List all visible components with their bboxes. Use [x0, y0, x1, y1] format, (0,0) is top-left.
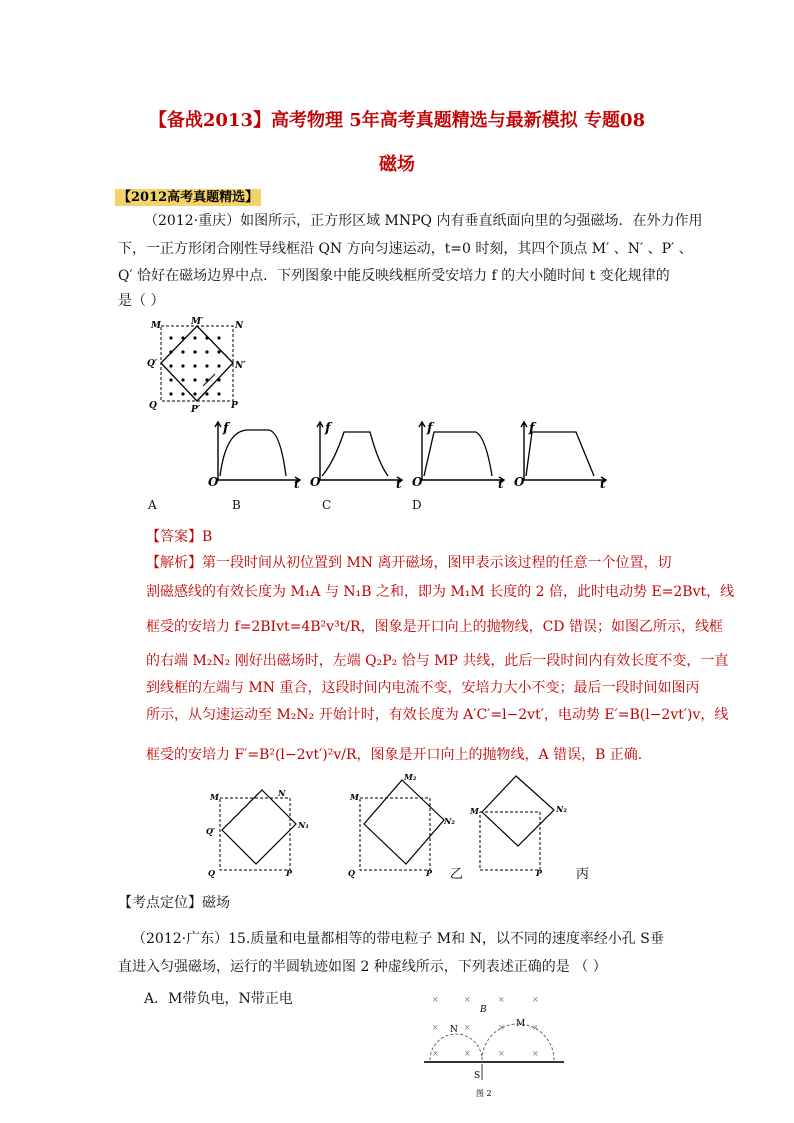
figure-bing	[469, 776, 567, 878]
axis-label-origin: O	[208, 475, 219, 488]
curve	[220, 430, 286, 476]
axis-label-f: f	[223, 421, 229, 436]
svg-text:×: ×	[432, 1023, 439, 1032]
q1-field-figure	[143, 316, 253, 416]
graphs-svg	[200, 418, 620, 488]
q2-figure	[420, 990, 570, 1102]
label-Mp: M′	[191, 317, 204, 327]
svg-text:M₂: M₂	[404, 772, 417, 782]
graph-A	[208, 421, 300, 488]
svg-text:N₁: N₁	[298, 820, 309, 830]
label-Np: N′	[235, 361, 246, 371]
q1-line3: Q′ 恰好在磁场边界中点．下列图象中能反映线框所受安培力 f 的大小随时间 t 变化规律的	[118, 268, 670, 284]
curve	[526, 432, 594, 476]
analysis-figures	[200, 772, 620, 884]
analysis-line7: 框受的安培力 F′=B²(l−2vt′)²v/R，图象是开口向上的抛物线，A 错误，B 正确．	[146, 747, 652, 763]
svg-text:×: ×	[498, 1023, 505, 1032]
svg-text:×: ×	[432, 995, 439, 1004]
analysis-line1: 【解析】第一段时间从初位置到 MN 离开磁场，图甲表示该过程的任意一个位置，切	[146, 555, 672, 571]
answer: 【答案】B	[146, 529, 213, 545]
curve	[424, 432, 492, 476]
figure-yi	[348, 772, 455, 878]
label-S: S	[474, 1071, 481, 1081]
graph-B	[310, 421, 402, 488]
svg-text:×: ×	[464, 995, 471, 1004]
svg-text:M: M	[350, 792, 359, 802]
svg-text:P: P	[536, 868, 543, 878]
svg-text:×: ×	[498, 1049, 505, 1058]
axis-label-f: f	[325, 421, 331, 436]
q2-optionA: A．M带负电，N带正电	[144, 991, 293, 1007]
axis-label-f: f	[427, 421, 433, 436]
analysis-line2: 割磁感线的有效长度为 M₁A 与 N₁B 之和，即为 M₁M 长度的 2 倍，此时电动势 E=2Bvt，线	[146, 584, 735, 600]
label-N: N	[450, 1025, 458, 1035]
fig2-caption: 图 2	[476, 1089, 492, 1098]
label-Pp: P′	[191, 405, 201, 415]
svg-text:×: ×	[498, 995, 505, 1004]
svg-text:Q′: Q′	[206, 826, 216, 836]
axis-label-origin: O	[310, 475, 321, 488]
axis-label-t: t	[396, 477, 402, 488]
svg-text:P: P	[286, 868, 293, 878]
svg-text:M: M	[210, 792, 219, 802]
q1-line4: 是（ ）	[118, 293, 165, 309]
q1-line1: （2012·重庆）如图所示，正方形区域 MNPQ 内有垂直纸面向里的匀强磁场．在外力作用	[144, 213, 703, 229]
svg-text:N₂: N₂	[556, 804, 567, 814]
graph-C	[412, 421, 504, 488]
analysis-line6: 所示，从匀速运动至 M₂N₂ 开始计时，有效长度为 A′C′=l−2vt′，电动势 E′=B(l−2vt′)v，线	[146, 707, 729, 723]
svg-text:×: ×	[532, 1049, 539, 1058]
page-title-line1: 【备战2013】高考物理 5年高考真题精选与最新模拟 专题08	[148, 110, 646, 131]
label-Qp: Q′	[147, 359, 158, 369]
section-tag	[115, 186, 261, 205]
label-N: N	[235, 321, 244, 331]
q2-line1: （2012·广东）15.质量和电量都相等的带电粒子 M和 N，以不同的速度率经小孔 S垂	[132, 931, 664, 947]
option-A: A	[148, 498, 157, 512]
svg-text:P: P	[426, 868, 433, 878]
svg-text:×: ×	[532, 995, 539, 1004]
q1-line2: 下，一正方形闭合刚性导线框沿 QN 方向匀速运动，t=0 时刻，其四个顶点 M′ 、N′ 、P′ 、	[118, 241, 693, 257]
option-C: C	[322, 498, 332, 512]
q2-line2: 直进入匀强磁场，运行的半圆轨迹如图 2 种虚线所示，下列表述正确的是 （ ）	[118, 959, 607, 975]
svg-text:N₂: N₂	[444, 816, 455, 826]
field-dots	[169, 336, 220, 395]
svg-text:×: ×	[464, 1023, 471, 1032]
section-tag-label: 【2012高考真题精选】	[115, 189, 261, 206]
axis-label-t: t	[600, 477, 606, 488]
svg-text:M: M	[470, 806, 479, 816]
analysis-line3: 框受的安培力 f=2BIvt=4B²v³t/R，图象是开口向上的抛物线，CD 错误；如图乙所示，线框	[146, 619, 723, 635]
page-title-line2: 磁场	[379, 154, 415, 175]
axis-label-origin: O	[412, 475, 423, 488]
label-M: M	[516, 1019, 526, 1029]
label-P: P	[231, 401, 238, 411]
option-B: B	[232, 498, 241, 512]
axis-label-t: t	[294, 477, 300, 488]
analysis-line5: 到线框的左端与 MN 重合，这段时间内电流不变，安培力大小不变；最后一段时间如图丙	[146, 680, 700, 696]
analysis-line4: 的右端 M₂N₂ 刚好出磁场时，左端 Q₂P₂ 恰与 MP 共线，此后一段时间内有效长度不变，一直	[146, 653, 729, 669]
svg-text:Q: Q	[208, 868, 215, 878]
axis-label-origin: O	[514, 475, 525, 488]
svg-text:Q: Q	[348, 868, 355, 878]
option-graphs	[200, 418, 620, 492]
svg-text:×: ×	[532, 1023, 539, 1032]
label-yi: 乙	[450, 867, 464, 882]
axis-label-f: f	[529, 421, 535, 436]
axis-label-t: t	[498, 477, 504, 488]
label-M: M	[151, 321, 161, 331]
svg-text:×: ×	[432, 1049, 439, 1058]
kaodian: 【考点定位】磁场	[118, 895, 230, 911]
curve	[322, 432, 388, 476]
figure-jia	[206, 788, 309, 878]
graph-D	[514, 421, 606, 488]
svg-text:N: N	[278, 788, 286, 798]
label-bing: 丙	[576, 867, 590, 882]
svg-text:×: ×	[464, 1049, 471, 1058]
option-D: D	[412, 498, 422, 512]
trajectory-M	[482, 1024, 554, 1060]
label-Q: Q	[149, 401, 157, 411]
label-B: B	[480, 1005, 487, 1015]
